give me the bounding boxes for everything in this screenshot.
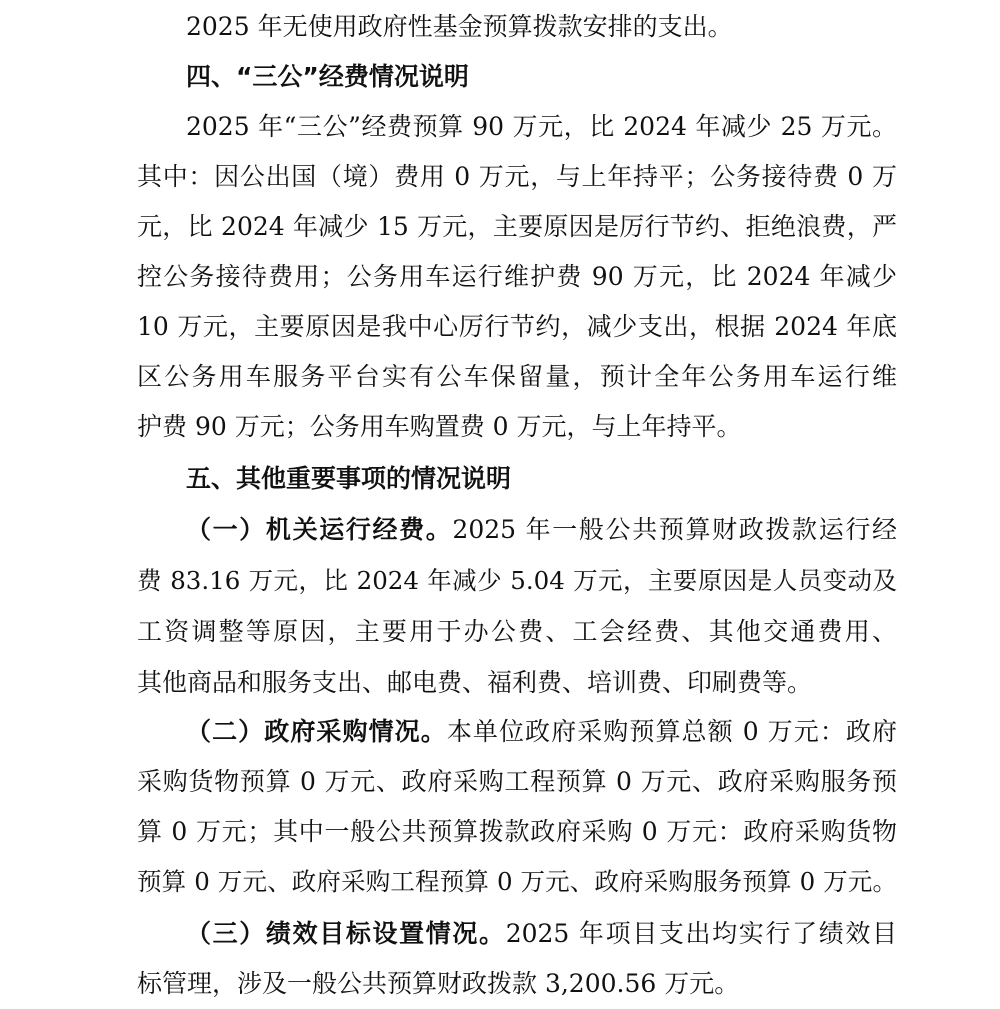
paragraph-line-6: 10 万元，主要原因是我中心厉行节约，减少支出，根据 2024 年底 <box>137 312 897 341</box>
subsection-3-line-1 <box>186 909 897 959</box>
subsection-1-line-4: 其他商品和服务支出、邮电费、福利费、培训费、印刷费等。 <box>137 668 813 697</box>
paragraph-line-3: 其中：因公出国（境）费用 0 万元，与上年持平；公务接待费 0 万 <box>137 162 897 191</box>
subsection-1-text: 2025 年一般公共预算财政拨款运行经 <box>452 515 897 544</box>
paragraph-line-7: 区公务用车服务平台实有公车保留量，预计全年公务用车运行维 <box>137 362 897 391</box>
subsection-3-title: （三）绩效目标设置情况。 <box>186 919 506 948</box>
subsection-2-title: （二）政府采购情况。 <box>186 717 447 746</box>
subsection-2-line-2: 采购货物预算 0 万元、政府采购工程预算 0 万元、政府采购服务预 <box>137 767 897 796</box>
subsection-2-line-3: 算 0 万元；其中一般公共预算拨款政府采购 0 万元：政府采购货物 <box>137 817 897 846</box>
subsection-1-line-3: 工资调整等原因，主要用于办公费、工会经费、其他交通费用、 <box>137 617 897 646</box>
paragraph-line-5: 控公务接待费用；公务用车运行维护费 90 万元，比 2024 年减少 <box>137 262 897 291</box>
subsection-3-text: 2025 年项目支出均实行了绩效目 <box>505 919 897 948</box>
paragraph-line-4: 元，比 2024 年减少 15 万元，主要原因是厉行节约、拒绝浪费，严 <box>137 212 897 241</box>
paragraph-line-2: 2025 年“三公”经费预算 90 万元，比 2024 年减少 25 万元。 <box>186 112 897 141</box>
subsection-3-line-2: 标管理，涉及一般公共预算财政拨款 3,200.56 万元。 <box>137 969 740 998</box>
subsection-2-line-1 <box>186 707 897 757</box>
subsection-2-line-4: 预算 0 万元、政府采购工程预算 0 万元、政府采购服务预算 0 万元。 <box>137 867 897 896</box>
subsection-1-title: （一）机关运行经费。 <box>186 515 453 544</box>
paragraph-line-8: 护费 90 万元；公务用车购置费 0 万元，与上年持平。 <box>137 412 742 441</box>
subsection-2-text: 本单位政府采购预算总额 0 万元：政府 <box>446 717 897 746</box>
paragraph-line-1: 2025 年无使用政府性基金预算拨款安排的支出。 <box>186 12 733 41</box>
subsection-1-line-2: 费 83.16 万元，比 2024 年减少 5.04 万元，主要原因是人员变动及 <box>137 566 897 595</box>
section-heading-5: 五、其他重要事项的情况说明 <box>186 464 512 493</box>
subsection-1-line-1 <box>186 505 897 555</box>
section-heading-4: 四、“三公”经费情况说明 <box>186 62 469 91</box>
